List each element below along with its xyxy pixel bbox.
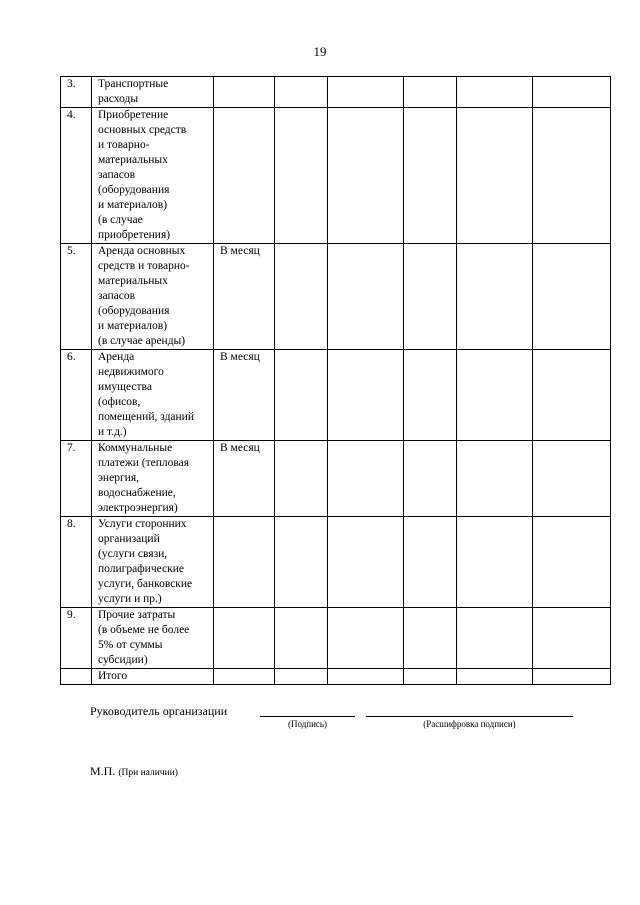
row-unit <box>214 517 275 608</box>
decoding-caption: (Расшифровка подписи) <box>423 719 516 729</box>
table-cell <box>533 608 611 669</box>
table-cell <box>533 244 611 350</box>
table-cell <box>533 669 611 685</box>
page-number: 19 <box>313 44 327 59</box>
table-row <box>61 77 611 108</box>
table-cell <box>404 608 457 669</box>
table-row <box>61 108 611 244</box>
table-cell <box>457 669 533 685</box>
signature-caption: (Подпись) <box>287 719 328 729</box>
row-unit <box>214 108 275 244</box>
table-cell <box>328 108 404 244</box>
table-row <box>61 669 611 685</box>
table-cell <box>533 350 611 441</box>
table-cell <box>457 608 533 669</box>
signature-decoding-line <box>366 716 573 717</box>
table-cell <box>328 441 404 517</box>
table-cell <box>275 669 328 685</box>
table-cell <box>275 517 328 608</box>
table-cell <box>457 441 533 517</box>
table-cell <box>457 77 533 108</box>
row-unit <box>214 77 275 108</box>
table-cell <box>275 244 328 350</box>
row-item: Коммунальные платежи (тепловая энергия, водоснабжение, электроэнергия) <box>92 441 214 517</box>
table-cell <box>275 441 328 517</box>
stamp-label: М.П. <box>90 764 116 778</box>
table-cell <box>404 108 457 244</box>
stamp-note <box>90 764 178 779</box>
row-item: Приобретение основных средств и товарно- материальных запасов (оборудования и материалов) (в случае приобретения) <box>92 108 214 244</box>
row-number: 5. <box>61 244 92 350</box>
table-row <box>61 244 611 350</box>
table-cell <box>404 441 457 517</box>
table-cell <box>328 669 404 685</box>
table-cell <box>275 350 328 441</box>
table-cell <box>457 350 533 441</box>
table-row <box>61 350 611 441</box>
row-number: 7. <box>61 441 92 517</box>
stamp-condition: (При наличии) <box>118 768 178 778</box>
row-number <box>61 669 92 685</box>
row-number: 9. <box>61 608 92 669</box>
table-cell <box>328 77 404 108</box>
table-row <box>61 517 611 608</box>
row-unit <box>214 669 275 685</box>
table-cell <box>533 441 611 517</box>
row-item: Прочие затраты (в объеме не более 5% от суммы субсидии) <box>92 608 214 669</box>
table-cell <box>404 669 457 685</box>
table-row <box>61 441 611 517</box>
row-unit: В месяц <box>214 244 275 350</box>
table-cell <box>328 608 404 669</box>
row-item: Услуги сторонних организаций (услуги связи, полиграфические услуги, банковские услуги и пр.) <box>92 517 214 608</box>
row-unit: В месяц <box>214 350 275 441</box>
signature-block <box>90 704 590 744</box>
row-item: Аренда основных средств и товарно- материальных запасов (оборудования и материалов) (в случае аренды) <box>92 244 214 350</box>
table-cell <box>457 244 533 350</box>
row-item: Транспортные расходы <box>92 77 214 108</box>
table-cell <box>404 517 457 608</box>
table-cell <box>533 77 611 108</box>
cost-table <box>60 76 611 685</box>
table-cell <box>457 517 533 608</box>
signature-label: Руководитель организации <box>90 704 228 718</box>
table-cell <box>328 244 404 350</box>
table-cell <box>404 244 457 350</box>
table-cell <box>533 517 611 608</box>
table-cell <box>328 350 404 441</box>
table-cell <box>275 77 328 108</box>
table-cell <box>328 517 404 608</box>
row-number: 4. <box>61 108 92 244</box>
row-unit: В месяц <box>214 441 275 517</box>
row-item-total: Итого <box>92 669 214 685</box>
table-cell <box>275 108 328 244</box>
row-item: Аренда недвижимого имущества (офисов, помещений, зданий и т.д.) <box>92 350 214 441</box>
table-cell <box>457 108 533 244</box>
row-number: 8. <box>61 517 92 608</box>
table-cell <box>533 108 611 244</box>
row-number: 3. <box>61 77 92 108</box>
table-cell <box>404 350 457 441</box>
table-row <box>61 608 611 669</box>
row-number: 6. <box>61 350 92 441</box>
row-unit <box>214 608 275 669</box>
table-cell <box>275 608 328 669</box>
table-cell <box>404 77 457 108</box>
signature-line <box>260 716 355 717</box>
